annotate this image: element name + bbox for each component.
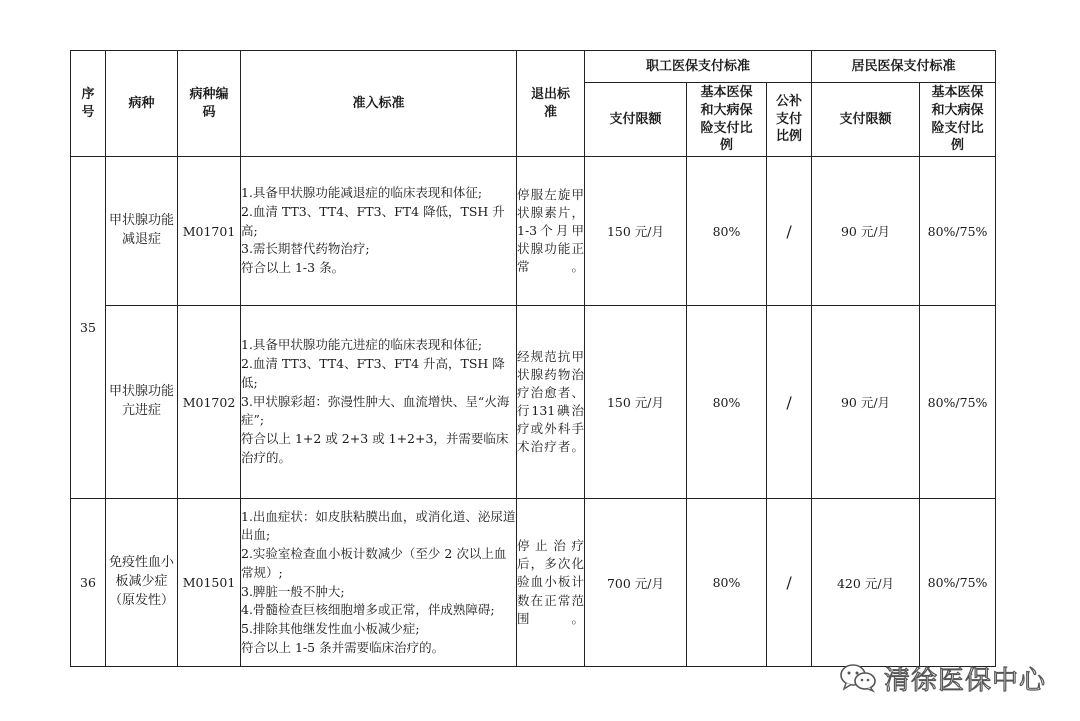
header-seq: 序号 (71, 51, 106, 157)
resident-ratio: 80%/75% (920, 499, 996, 667)
admission-criteria (241, 499, 517, 667)
criteria-line: 符合以上 1-3 条。 (241, 260, 345, 276)
criteria-line: 3.甲状腺彩超：弥漫性肿大、血流增快、呈“火海症”; (241, 393, 510, 428)
table-row (71, 306, 996, 499)
header-disease: 病种 (106, 51, 178, 157)
criteria-line: 符合以上 1-5 条并需要临床治疗的。 (241, 639, 445, 655)
header-employee-limit: 支付限额 (585, 83, 687, 157)
table-row (71, 499, 996, 667)
criteria-line: 符合以上 1+2 或 2+3 或 1+2+3，并需要临床治疗的。 (241, 431, 509, 465)
resident-ratio: 80%/75% (920, 157, 996, 306)
header-resident-limit: 支付限额 (812, 83, 920, 157)
exit-criteria: 经规范抗甲状腺药物治疗治愈者、行131碘治疗或外科手术治疗者。 (517, 306, 585, 499)
header-public-ratio: 公补支付比例 (767, 83, 812, 157)
header-resident-group: 居民医保支付标准 (812, 51, 996, 83)
disease-name: 免疫性血小板减少症（原发性） (106, 499, 178, 667)
table-row (71, 157, 996, 306)
header-admission: 准入标准 (241, 51, 517, 157)
wechat-logo-icon (838, 663, 878, 693)
public-ratio: / (767, 499, 812, 667)
disease-name: 甲状腺功能减退症 (106, 157, 178, 306)
employee-limit: 150 元/月 (585, 306, 687, 499)
disease-name: 甲状腺功能亢进症 (106, 306, 178, 499)
admission-criteria (241, 157, 517, 306)
employee-limit: 700 元/月 (585, 499, 687, 667)
header-code: 病种编码 (178, 51, 241, 157)
criteria-line: 2.血清 TT3、TT4、FT3、FT4 降低，TSH 升高; (241, 203, 505, 238)
employee-ratio: 80% (687, 499, 767, 667)
watermark (838, 660, 1046, 696)
employee-ratio: 80% (687, 306, 767, 499)
header-employee-group: 职工医保支付标准 (585, 51, 812, 83)
criteria-line: 2.实验室检查血小板计数减少（至少 2 次以上血常规）; (241, 546, 507, 580)
row-seq: 35 (71, 157, 106, 499)
medical-insurance-table (70, 50, 996, 667)
disease-code: M01701 (178, 157, 241, 306)
criteria-line: 5.排除其他继发性血小板减少症; (241, 621, 420, 636)
criteria-line: 3.需长期替代药物治疗; (241, 241, 370, 257)
resident-limit: 90 元/月 (812, 157, 920, 306)
disease-code: M01702 (178, 306, 241, 499)
criteria-line: 3.脾脏一般不肿大; (241, 583, 345, 599)
employee-limit: 150 元/月 (585, 157, 687, 306)
resident-limit: 90 元/月 (812, 306, 920, 499)
exit-criteria: 停止治疗后，多次化验血小板计数在正常范围。 (517, 499, 585, 667)
row-seq: 36 (71, 499, 106, 667)
header-exit: 退出标准 (517, 51, 585, 157)
admission-criteria (241, 306, 517, 499)
criteria-line: 1.具备甲状腺功能亢进症的临床表现和体征; (241, 337, 483, 353)
criteria-line: 4.骨髓检查巨核细胞增多或正常，伴成熟障碍; (241, 602, 495, 618)
resident-ratio: 80%/75% (920, 306, 996, 499)
header-resident-ratio: 基本医保和大病保险支付比例 (920, 83, 996, 157)
criteria-line: 1.出血症状：如皮肤粘膜出血，或消化道、泌尿道出血; (241, 508, 516, 543)
public-ratio: / (767, 306, 812, 499)
criteria-line: 2.血清 TT3、TT4、FT3、FT4 升高，TSH 降低; (241, 356, 505, 390)
resident-limit: 420 元/月 (812, 499, 920, 667)
watermark-text: 清徐医保中心 (884, 665, 1047, 696)
public-ratio: / (767, 157, 812, 306)
header-employee-ratio: 基本医保和大病保险支付比例 (687, 83, 767, 157)
criteria-line: 1.具备甲状腺功能减退症的临床表现和体征; (241, 185, 483, 201)
exit-criteria: 停服左旋甲状腺素片，1-3个月甲状腺功能正常。 (517, 157, 585, 306)
employee-ratio: 80% (687, 157, 767, 306)
disease-code: M01501 (178, 499, 241, 667)
